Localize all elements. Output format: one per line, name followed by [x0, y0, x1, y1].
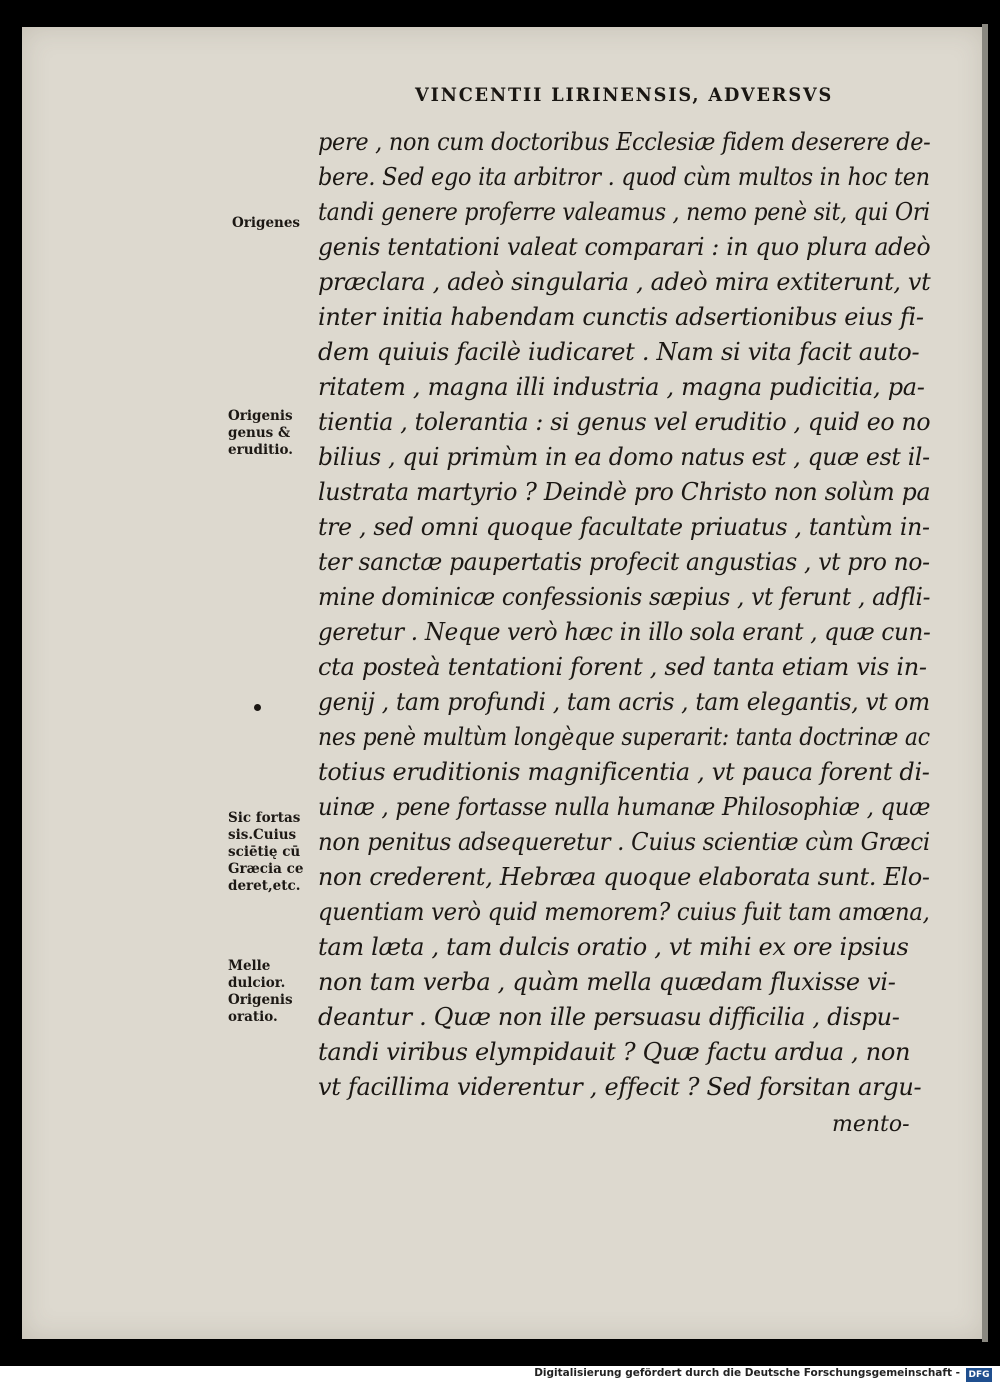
- text-line: tandi viribus elympidauit ? Quæ factu ardua , non: [318, 1038, 911, 1066]
- margin-note-origenis-genus: [228, 408, 293, 459]
- margin-note-sic-fortasse: [228, 810, 303, 895]
- margin-note-melle-dulcior: [228, 958, 293, 1026]
- margin-note-line: Origenes: [232, 215, 301, 231]
- dfg-logo-icon[interactable]: DFG: [966, 1368, 992, 1382]
- text-line: lustrata martyrio ? Deindè pro Christo non solùm pa: [318, 478, 931, 506]
- text-line: dem quiuis facilè iudicaret . Nam si vita facit auto-: [318, 338, 920, 366]
- margin-note-line: eruditio.: [228, 442, 293, 458]
- text-line: ter sanctæ paupertatis profecit angustias , vt pro no-: [318, 548, 930, 576]
- margin-note-line: Origenis: [228, 408, 293, 424]
- text-line: non crederent, Hebræa quoque elaborata sunt. Elo-: [318, 863, 930, 891]
- footer-credit: Digitalisierung gefördert durch die Deutsche Forschungsgemeinschaft -: [534, 1367, 960, 1379]
- margin-note-line: Sic fortas: [228, 810, 301, 826]
- text-line: tientia , tolerantia : si genus vel eruditio , quid eo no: [318, 408, 931, 436]
- text-line: tam læta , tam dulcis oratio , vt mihi ex ore ipsius: [318, 933, 909, 961]
- text-line: inter initia habendam cunctis adsertionibus eius fi-: [318, 303, 924, 331]
- text-line: tre , sed omni quoque facultate priuatus , tantùm in-: [318, 513, 930, 541]
- margin-note-line: Melle: [228, 958, 271, 974]
- text-line: mine dominicæ confessionis sæpius , vt ferunt , adfli-: [318, 583, 931, 611]
- text-line: non tam verba , quàm mella quædam fluxisse vi-: [318, 968, 896, 996]
- page-edge: [982, 24, 988, 1342]
- margin-note-line: sciētię cū: [228, 844, 301, 860]
- margin-note-line: dulcior.: [228, 975, 286, 991]
- text-line: cta posteà tentationi forent , sed tanta etiam vis in-: [318, 653, 927, 681]
- text-line: bilius , qui primùm in ea domo natus est , quæ est il-: [318, 443, 930, 471]
- margin-note-line: Græcia ce: [228, 861, 304, 877]
- text-line: nes penè multùm longèque superarit: tanta doctrinæ ac: [318, 723, 930, 751]
- margin-note-line: deret,etc.: [228, 878, 301, 894]
- catchword: mento-: [832, 1112, 910, 1137]
- text-line: totius eruditionis magnificentia , vt pauca forent di-: [318, 758, 930, 786]
- text-line: uinæ , pene fortasse nulla humanæ Philosophiæ , quæ: [318, 793, 931, 821]
- text-line: pere , non cum doctoribus Ecclesiæ fidem deserere de-: [318, 128, 931, 156]
- text-line: genis tentationi valeat comparari : in quo plura adeò: [318, 233, 931, 261]
- running-head: VINCENTII LIRINENSIS, ADVERSVS: [415, 84, 834, 106]
- text-line: bere. Sed ego ita arbitror . quod cùm multos in hoc ten: [318, 163, 930, 191]
- text-line: deantur . Quæ non ille persuasu difficilia , dispu-: [318, 1003, 900, 1031]
- text-line: quentiam verò quid memorem? cuius fuit tam amœna,: [318, 898, 930, 926]
- text-line: genij , tam profundi , tam acris , tam elegantis, vt om: [318, 688, 930, 716]
- margin-note-line: oratio.: [228, 1009, 278, 1025]
- text-line: tandi genere proferre valeamus , nemo penè sit, qui Ori: [318, 198, 930, 226]
- margin-note-line: sis.Cuius: [228, 827, 297, 843]
- text-line: præclara , adeò singularia , adeò mira extiterunt, vt: [318, 268, 931, 296]
- margin-bullet: [254, 704, 261, 711]
- margin-note-origenes: [232, 215, 300, 232]
- text-line: geretur . Neque verò hæc in illo sola erant , quæ cun-: [318, 618, 931, 646]
- margin-note-line: genus &: [228, 425, 291, 441]
- text-line: vt facillima viderentur , effecit ? Sed forsitan argu-: [318, 1073, 922, 1101]
- text-line: ritatem , magna illi industria , magna pudicitia, pa-: [318, 373, 925, 401]
- text-line: non penitus adsequeretur . Cuius scientiæ cùm Græci: [318, 828, 930, 856]
- margin-note-line: Origenis: [228, 992, 293, 1008]
